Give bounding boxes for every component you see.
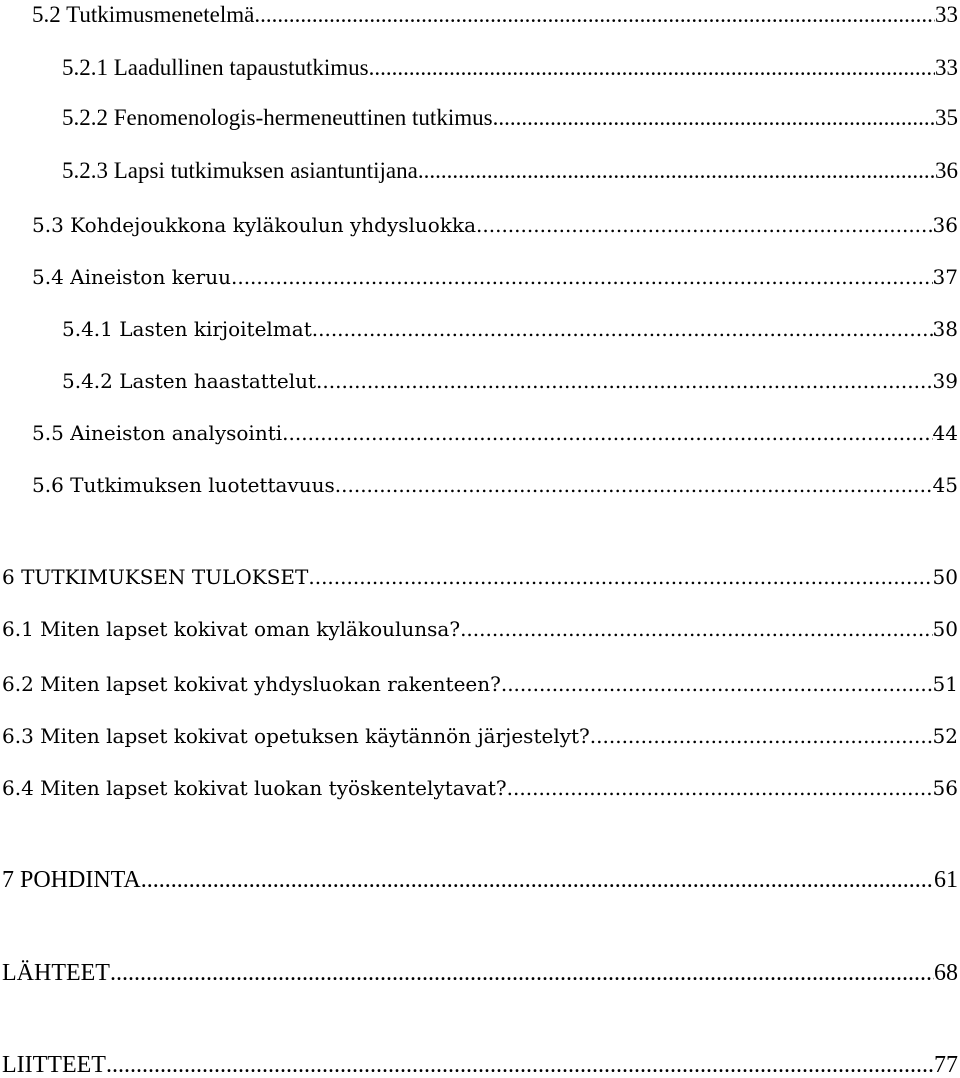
- toc-entry-title: LÄHTEET: [2, 960, 110, 986]
- toc-entry: [32, 264, 958, 290]
- toc-dot-leader: [110, 960, 934, 986]
- toc-dot-leader: [282, 420, 932, 446]
- toc-entry: [2, 564, 958, 590]
- toc-dot-leader: [590, 723, 933, 749]
- toc-entry-page: 33: [935, 55, 958, 80]
- toc-entry-title: 5.2.2 Fenomenologis-hermeneuttinen tutkimus: [62, 105, 493, 130]
- toc-entry: [32, 212, 958, 238]
- toc-entry: [2, 616, 958, 642]
- toc-entry-page: 36: [932, 213, 958, 237]
- toc-entry-title: 6.4 Miten lapset kokivat luokan työskentelytavat?: [2, 776, 507, 800]
- toc-entry: [2, 671, 958, 697]
- toc-dot-leader: [369, 55, 935, 81]
- toc-entry: [62, 158, 958, 184]
- toc-entry-title: 7 POHDINTA: [2, 867, 141, 893]
- toc-entry: [2, 1052, 958, 1078]
- toc-entry-page: 33: [935, 2, 958, 27]
- toc-entry-title: 5.4 Aineiston keruu: [32, 265, 231, 289]
- toc-entry-page: 35: [935, 105, 958, 130]
- toc-entry-page: 51: [932, 672, 958, 696]
- toc-entry-title: 6 TUTKIMUKSEN TULOKSET: [2, 565, 309, 589]
- toc-entry-title: 6.1 Miten lapset kokivat oman kyläkoulunsa?: [2, 617, 461, 641]
- toc-dot-leader: [418, 158, 935, 184]
- toc-entry: [2, 960, 958, 986]
- toc-entry-title: 5.2.1 Laadullinen tapaustutkimus: [62, 55, 369, 80]
- toc-entry-page: 39: [932, 369, 958, 393]
- toc-dot-leader: [254, 2, 935, 28]
- toc-entry-page: 61: [934, 867, 958, 893]
- toc-dot-leader: [141, 867, 934, 893]
- toc-entry: [2, 775, 958, 801]
- toc-dot-leader: [106, 1052, 934, 1078]
- toc-entry-page: 44: [932, 421, 958, 445]
- toc-entry: [32, 472, 958, 498]
- toc-entry-page: 50: [932, 617, 958, 641]
- toc-entry-title: 5.5 Aineiston analysointi: [32, 421, 283, 445]
- toc-entry: [2, 723, 958, 749]
- toc-entry-page: 52: [932, 724, 958, 748]
- toc-entry-title: 6.2 Miten lapset kokivat yhdysluokan rakenteen?: [2, 672, 501, 696]
- toc-entry: [62, 368, 958, 394]
- toc-entry-title: 5.3 Kohdejoukkona kyläkoulun yhdysluokka: [32, 213, 477, 237]
- toc-entry-page: 50: [932, 565, 958, 589]
- toc-entry-page: 36: [935, 158, 958, 183]
- toc-entry: [62, 105, 958, 131]
- toc-dot-leader: [501, 671, 933, 697]
- toc-dot-leader: [493, 105, 935, 131]
- toc-entry-page: 37: [932, 265, 958, 289]
- toc-dot-leader: [316, 368, 933, 394]
- toc-entry: [62, 316, 958, 342]
- toc-entry: [62, 55, 958, 81]
- toc-entry: [32, 420, 958, 446]
- toc-entry-title: LIITTEET: [2, 1052, 106, 1078]
- toc-entry-page: 45: [932, 473, 958, 497]
- toc-entry-title: 6.3 Miten lapset kokivat opetuksen käytännön järjestelyt?: [2, 724, 590, 748]
- toc-dot-leader: [476, 212, 933, 238]
- toc-dot-leader: [308, 564, 932, 590]
- toc-dot-leader: [231, 264, 933, 290]
- toc-entry-title: 5.4.2 Lasten haastattelut: [62, 369, 317, 393]
- toc-entry-title: 5.2 Tutkimusmenetelmä: [32, 2, 255, 27]
- toc-dot-leader: [312, 316, 933, 342]
- toc-entry-title: 5.2.3 Lapsi tutkimuksen asiantuntijana: [62, 158, 418, 183]
- toc-dot-leader: [460, 616, 932, 642]
- toc-entry-title: 5.6 Tutkimuksen luotettavuus: [32, 473, 335, 497]
- toc-entry-page: 68: [934, 960, 958, 986]
- toc-dot-leader: [507, 775, 933, 801]
- toc-entry: [2, 867, 958, 893]
- toc-entry-title: 5.4.1 Lasten kirjoitelmat: [62, 317, 312, 341]
- toc-entry-page: 38: [932, 317, 958, 341]
- toc-dot-leader: [335, 472, 933, 498]
- toc-entry: [32, 2, 958, 28]
- toc-entry-page: 56: [932, 776, 958, 800]
- toc-entry-page: 77: [934, 1052, 958, 1078]
